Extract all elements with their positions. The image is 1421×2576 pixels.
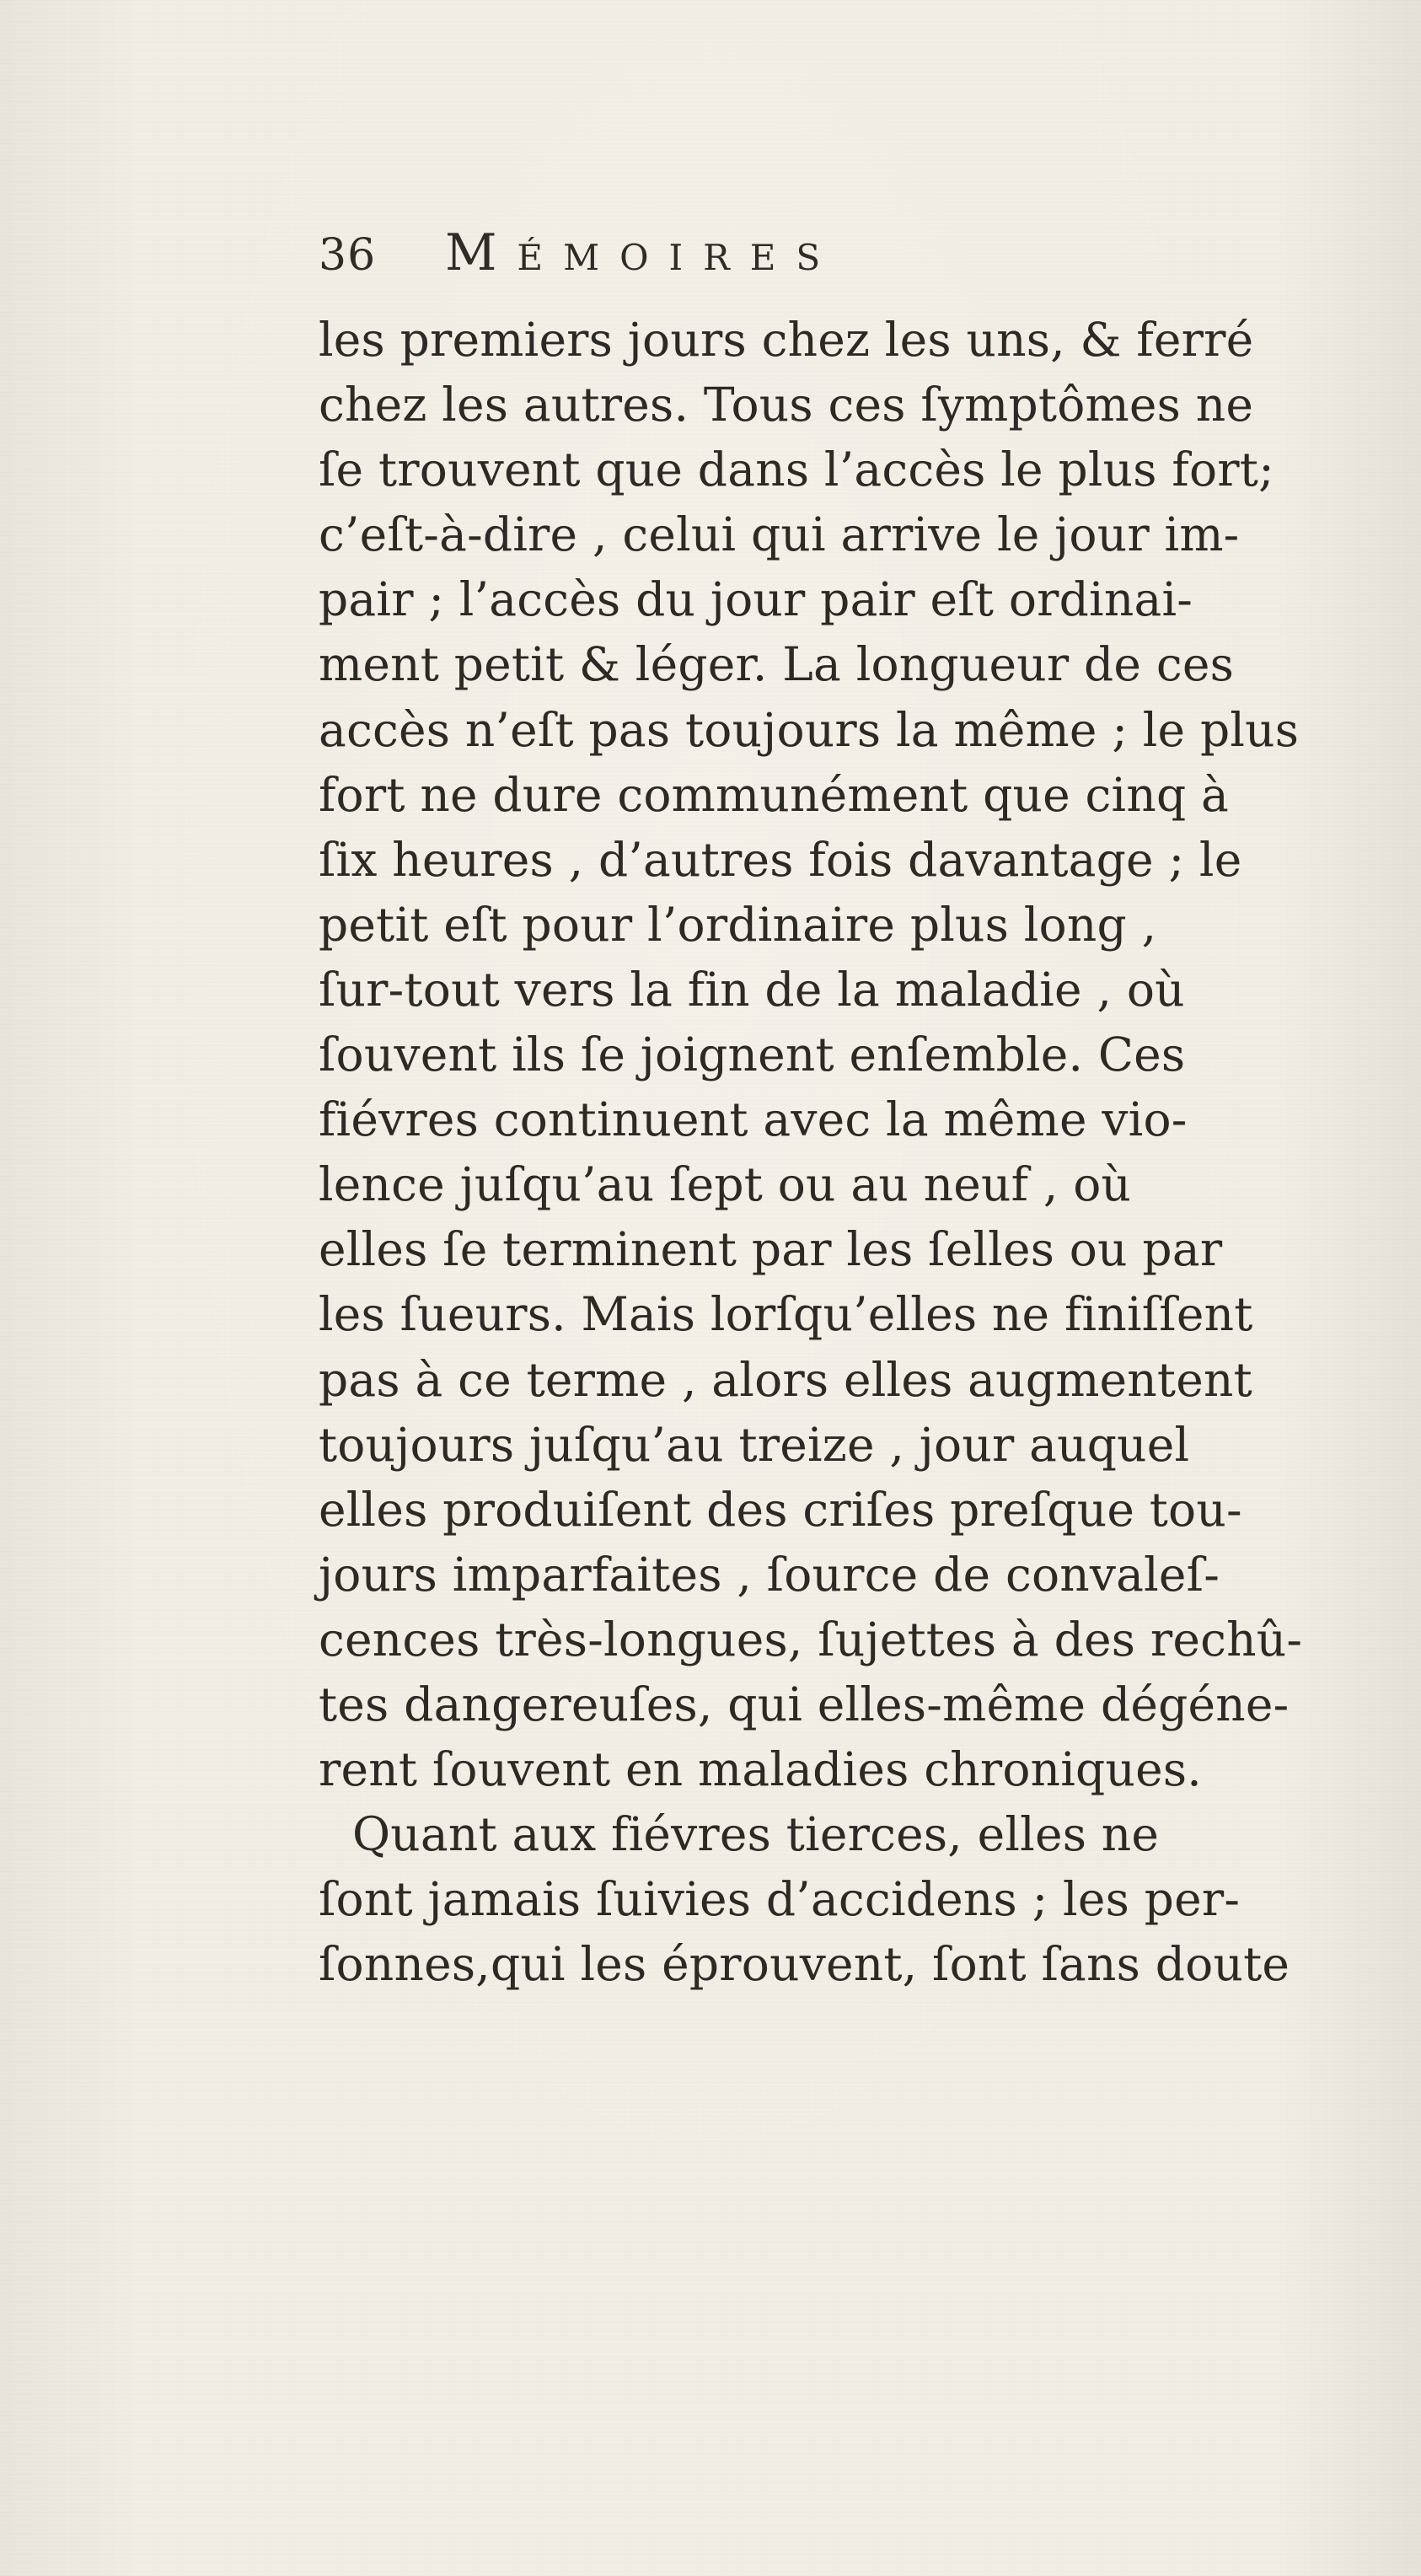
text-line: tes dangereuſes, qui elles-même dégéne- — [319, 1677, 1290, 1731]
text-line: ſont jamais ſuivies d’accidens ; les per- — [319, 1872, 1241, 1927]
text-line: jours imparfaites , ſource de convaleſ- — [319, 1547, 1220, 1602]
text-line: ſouvent ils ſe joignent enſemble. Ces — [319, 1028, 1186, 1082]
text-line: ſonnes,qui les éprouvent, ſont ſans doute — [319, 1937, 1290, 1992]
text-line: les premiers jours chez les uns, & ferré — [319, 313, 1254, 367]
text-line: elles produiſent des criſes preſque tou- — [319, 1482, 1242, 1537]
text-line: ſix heures , d’autres fois davantage ; le — [319, 832, 1242, 887]
text-line: fiévres continuent avec la même vio- — [319, 1092, 1188, 1147]
text-line: lence juſqu’au ſept ou au neuf , où — [319, 1157, 1132, 1212]
text-line: elles ſe terminent par les ſelles ou par — [319, 1222, 1223, 1277]
paragraph-start-line: Quant aux fiévres tierces, elles ne — [352, 1807, 1160, 1862]
page-number: 36 — [319, 230, 377, 281]
text-line: fort ne dure communément que cinq à — [319, 767, 1230, 822]
text-line: ſur-tout vers la fin de la maladie , où — [319, 962, 1185, 1017]
text-line: c’eſt-à-dire , celui qui arrive le jour im- — [319, 507, 1240, 562]
text-line: petit eſt pour l’ordinaire plus long , — [319, 897, 1157, 952]
text-line: accès n’eſt pas toujours la même ; le plus — [319, 702, 1300, 757]
text-line: cences très-longues, ſujettes à des rechû- — [319, 1612, 1303, 1666]
text-line: toujours juſqu’au treize , jour auquel — [319, 1417, 1190, 1472]
text-line: ſe trouvent que dans l’accès le plus fort; — [319, 443, 1274, 497]
text-line: pair ; l’accès du jour pair eſt ordinai- — [319, 572, 1193, 627]
text-line: pas à ce terme , alors elles augmentent — [319, 1352, 1252, 1407]
text-line: ment petit & léger. La longueur de ces — [319, 637, 1235, 692]
body-text — [319, 308, 1303, 1997]
text-line: les ſueurs. Mais lorſqu’elles ne finiſſent — [319, 1287, 1253, 1342]
text-line: chez les autres. Tous ces ſymptômes ne — [319, 378, 1254, 432]
running-title: Mémoires — [445, 223, 841, 282]
running-head — [319, 223, 1128, 287]
text-line: rent ſouvent en maladies chroniques. — [319, 1742, 1202, 1797]
